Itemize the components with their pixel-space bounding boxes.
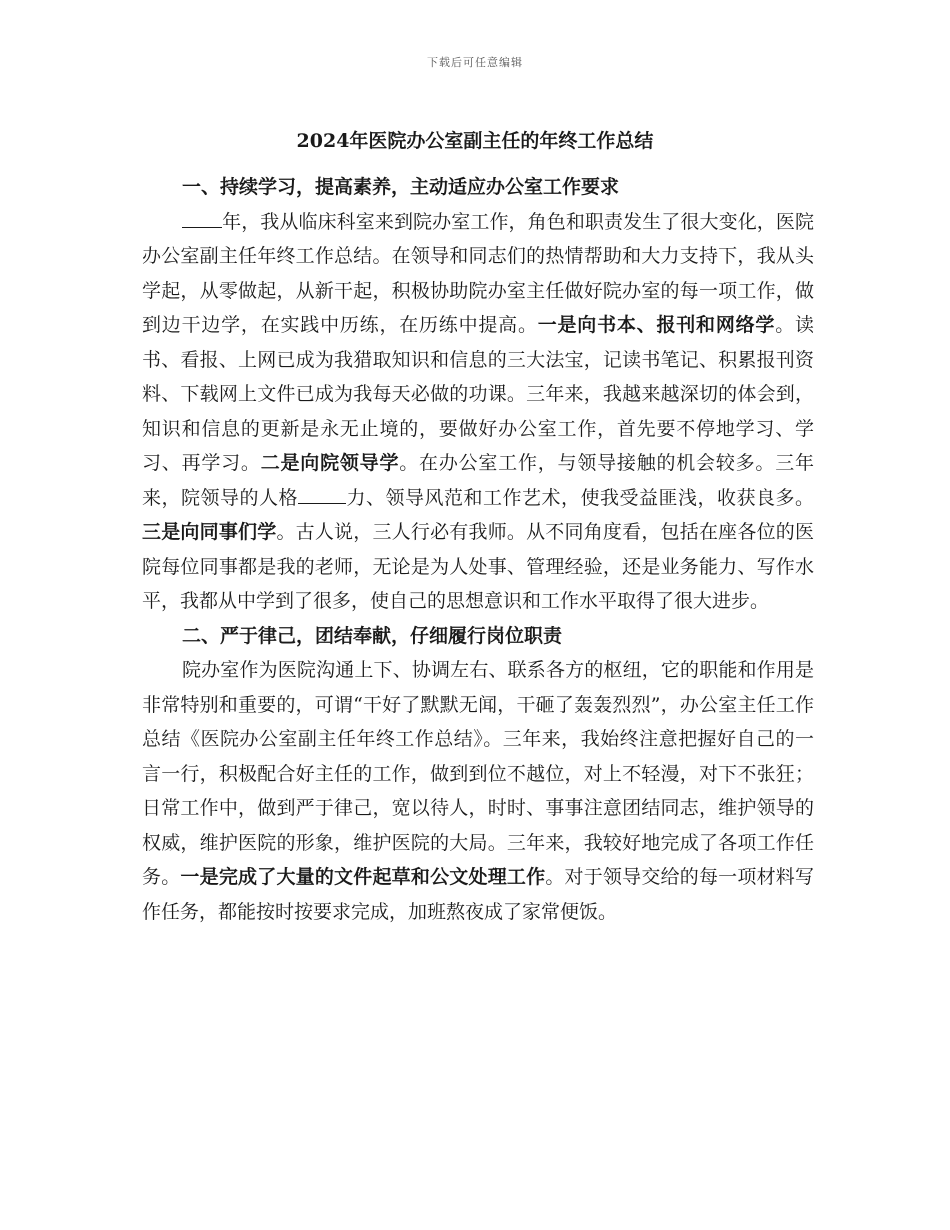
header-note: 下载后可任意编辑 [427,56,523,69]
section-2-point-1-bold: 一是完成了大量的文件起草和公文处理工作 [180,866,546,888]
document-body [142,170,814,929]
fill-blank [182,209,222,228]
point-3-bold: 三是向同事们学 [142,521,277,543]
section-2-paragraph: 院办室作为医院沟通上下、协调左右、联系各方的枢纽，它的职能和作用是非常特别和重要的，可谓“干好了默默无闻，干砸了轰轰烈烈”，办公室主任工作总结《医院办公室副主任年终工作总结》。三年来，我始终注意把握好自己的一言一行，积极配合好主任的工作，做到到位不越位，对上不轻漫，对下不张狂；日常工作中，做到严于律己，宽以待人，时时、事事注意团结同志，维护领导的权威，维护医院的形象，维护医院的大局。三年来，我较好地完成了各项工作任务。一是完成了大量的文件起草和公文处理工作。对于领导交给的每一项材料写作任务，都能按时按要求完成，加班熬夜成了家常便饭。 [142,659,814,923]
point-2-bold: 二是向院领导学 [260,452,400,474]
section-1-paragraph: 年，我从临床科室来到院办室工作，角色和职责发生了很大变化，医院办公室副主任年终工作总结。在领导和同志们的热情帮助和大力支持下，我从头学起，从零做起，从新干起，积极协助院办室主任做好院办室的每一项工作，做到边干边学，在实践中历练，在历练中提高。一是向书本、报刊和网络学。读书、看报、上网已成为我猎取知识和信息的三大法宝，记读书笔记、积累报刊资料、下载网上文件已成为我每天必做的功课。三年来，我越来越深切的体会到，知识和信息的更新是永无止境的，要做好办公室工作，首先要不停地学习、学习、再学习。二是向院领导学。在办公室工作，与领导接触的机会较多。三年来，院领导的人格 力、领导风范和工作艺术，使我受益匪浅，收获良多。三是向同事们学。古人说，三人行必有我师。从不同角度看，包括在座各位的医院每位同事都是我的老师，无论是为人处事、管理经验，还是业务能力、写作水平，我都从中学到了很多，使自己的思想意识和工作水平取得了很大进步。 [142,210,814,612]
section-2-heading: 二、严于律己，团结奉献，仔细履行岗位职责 [182,624,563,647]
document-title: 2024年医院办公室副主任的年终工作总结 [296,130,654,152]
section-1-heading: 一、持续学习，提高素养，主动适应办公室工作要求 [182,176,620,198]
point-1-bold: 一是向书本、报刊和网络学 [537,314,776,336]
fill-blank [298,485,346,504]
